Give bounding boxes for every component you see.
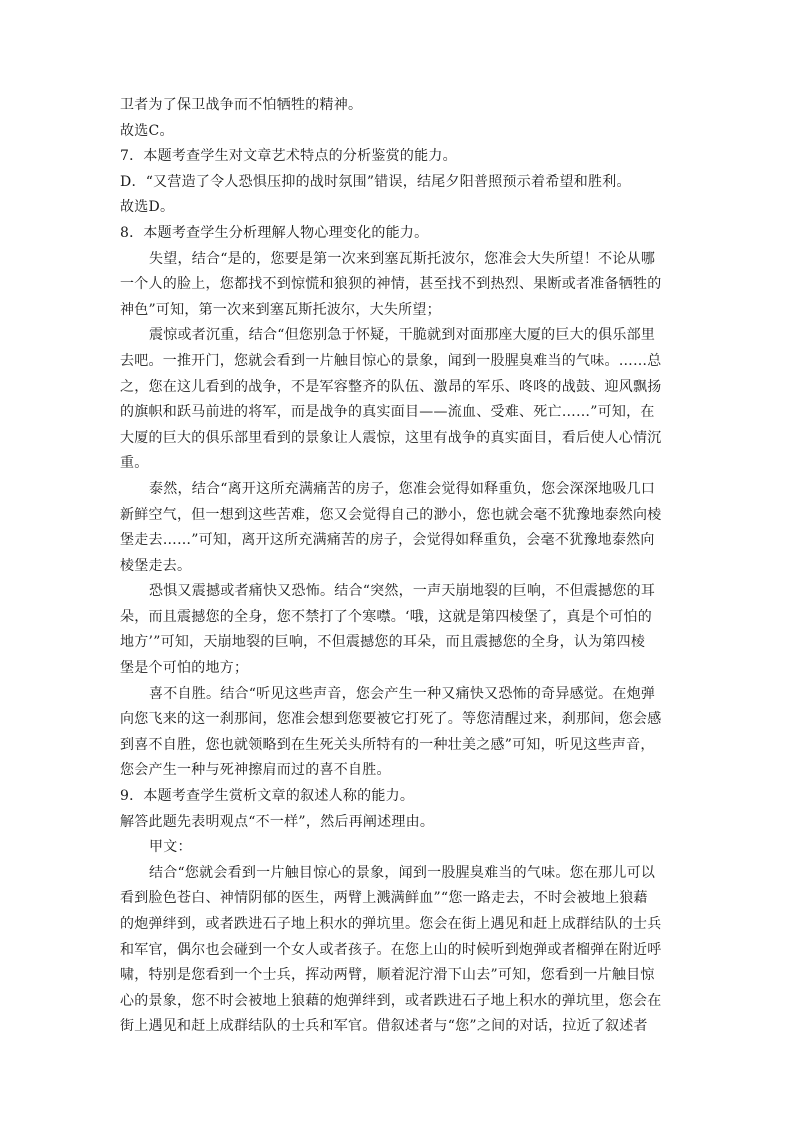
text-line: 朵，而且震撼您的全身，您不禁打了个寒噤。‘哦，这就是第四棱堡了，真是个可怕的 — [120, 608, 652, 625]
text-line: 地方’”可知，天崩地裂的巨响，不但震撼您的耳朵，而且震撼您的全身，认为第四棱 — [120, 634, 646, 651]
text-line: 之，您在这儿看到的战争，不是军容整齐的队伍、激昂的军乐、咚咚的战鼓、迎风飘扬 — [120, 378, 662, 395]
text-line: 去吧。一推开门，您就会看到一片触目惊心的景象，闻到一股腥臭难当的气味。……总 — [120, 352, 662, 369]
text-line: 您会产生一种与死神擦肩而过的喜不自胜。 — [120, 762, 391, 779]
text-line: 结合“您就会看到一片触目惊心的景象，闻到一股腥臭难当的气味。您在那儿可以 — [149, 864, 656, 881]
text-line: 故选D。 — [120, 199, 175, 216]
text-line: 棱堡走去。 — [120, 557, 192, 574]
text-line: 9．本题考查学生赏析文章的叙述人称的能力。 — [120, 788, 415, 805]
text-line: 恐惧又震撼或者痛快又恐怖。结合“突然，一声天崩地裂的巨响，不但震撼您的耳 — [149, 583, 656, 600]
text-line: 卫者为了保卫战争而不怕牺牲的精神。 — [120, 97, 363, 113]
text-line: 向您飞来的这一刹那间，您准会想到您要被它打死了。等您清醒过来，刹那间，您会感 — [120, 711, 662, 728]
text-line: 堡是个可怕的地方； — [120, 660, 249, 677]
text-line: 大厦的巨大的俱乐部里看到的景象让人震惊，这里有战争的真实面目，看后使人心情沉 — [120, 429, 662, 446]
text-line: D．“又营造了令人恐惧压抑的战时氛围”错误，结尾夕阳普照预示着希望和胜利。 — [120, 173, 631, 190]
text-line: 泰然，结合“离开这所充满痛苦的房子，您准会觉得如释重负，您会深深地吸几口 — [149, 480, 656, 497]
text-line: 故选C。 — [120, 122, 174, 139]
text-line: 堡走去……”可知，离开这所充满痛苦的房子，会觉得如释重负，会毫不犹豫地泰然向 — [120, 532, 655, 549]
text-line: 新鲜空气，但一想到这些苦难，您又会觉得自己的渺小，您也就会毫不犹豫地泰然向棱 — [120, 506, 662, 523]
text-line: 一个人的脸上，您都找不到惊慌和狼狈的神情，甚至找不到热烈、果断或者准备牺牲的 — [120, 276, 662, 293]
text-line: 解答此题先表明观点“不一样”，然后再阐述理由。 — [120, 813, 435, 830]
text-line: 震惊或者沉重，结合“但您别急于怀疑，干脆就到对面那座大厦的巨大的俱乐部里 — [149, 327, 656, 344]
document-page — [120, 93, 686, 1040]
text-line: 的旗帜和跃马前进的将军，而是战争的真实面目——流血、受难、死亡……”可知，在 — [120, 404, 655, 421]
text-line: 重。 — [120, 455, 149, 472]
text-line: 喜不自胜。结合“听见这些声音，您会产生一种又痛快又恐怖的奇异感觉。在炮弹 — [149, 685, 656, 702]
text-line: 街上遇见和赶上成群结队的士兵和军官。借叙述者与“您”之间的对话，拉近了叙述者 — [120, 1018, 648, 1035]
text-line: 失望，结合“是的，您要是第一次来到塞瓦斯托波尔，您准会大失所望！不论从哪 — [149, 250, 656, 267]
text-line: 心的景象，您不时会被地上狼藉的炮弹绊到，或者跌进石子地上积水的弹坑里，您会在 — [120, 992, 662, 1009]
text-line: 看到脸色苍白、神情阴郁的医生，两臂上溅满鲜血”“您一路走去，不时会被地上狼藉 — [120, 890, 648, 907]
text-line: 到喜不自胜，您也就领略到在生死关头所特有的一种壮美之感”可知，听见这些声音， — [120, 736, 655, 753]
text-line: 神色”可知，第一次来到塞瓦斯托波尔，大失所望； — [120, 301, 441, 318]
text-line: 8．本题考查学生分析理解人物心理变化的能力。 — [120, 224, 429, 241]
text-line: 啸，特别是您看到一个士兵，挥动两臂，顺着泥泞滑下山去”可知，您看到一片触目惊 — [120, 967, 655, 984]
text-line: 7．本题考查学生对文章艺术特点的分析鉴赏的能力。 — [120, 148, 457, 165]
text-line: 甲文： — [149, 839, 192, 856]
text-line: 和军官，偶尔也会碰到一个女人或者孩子。在您上山的时候听到炮弹或者榴弹在附近呼 — [120, 941, 662, 958]
text-line: 的炮弹绊到，或者跌进石子地上积水的弹坑里。您会在街上遇见和赶上成群结队的士兵 — [120, 916, 662, 932]
